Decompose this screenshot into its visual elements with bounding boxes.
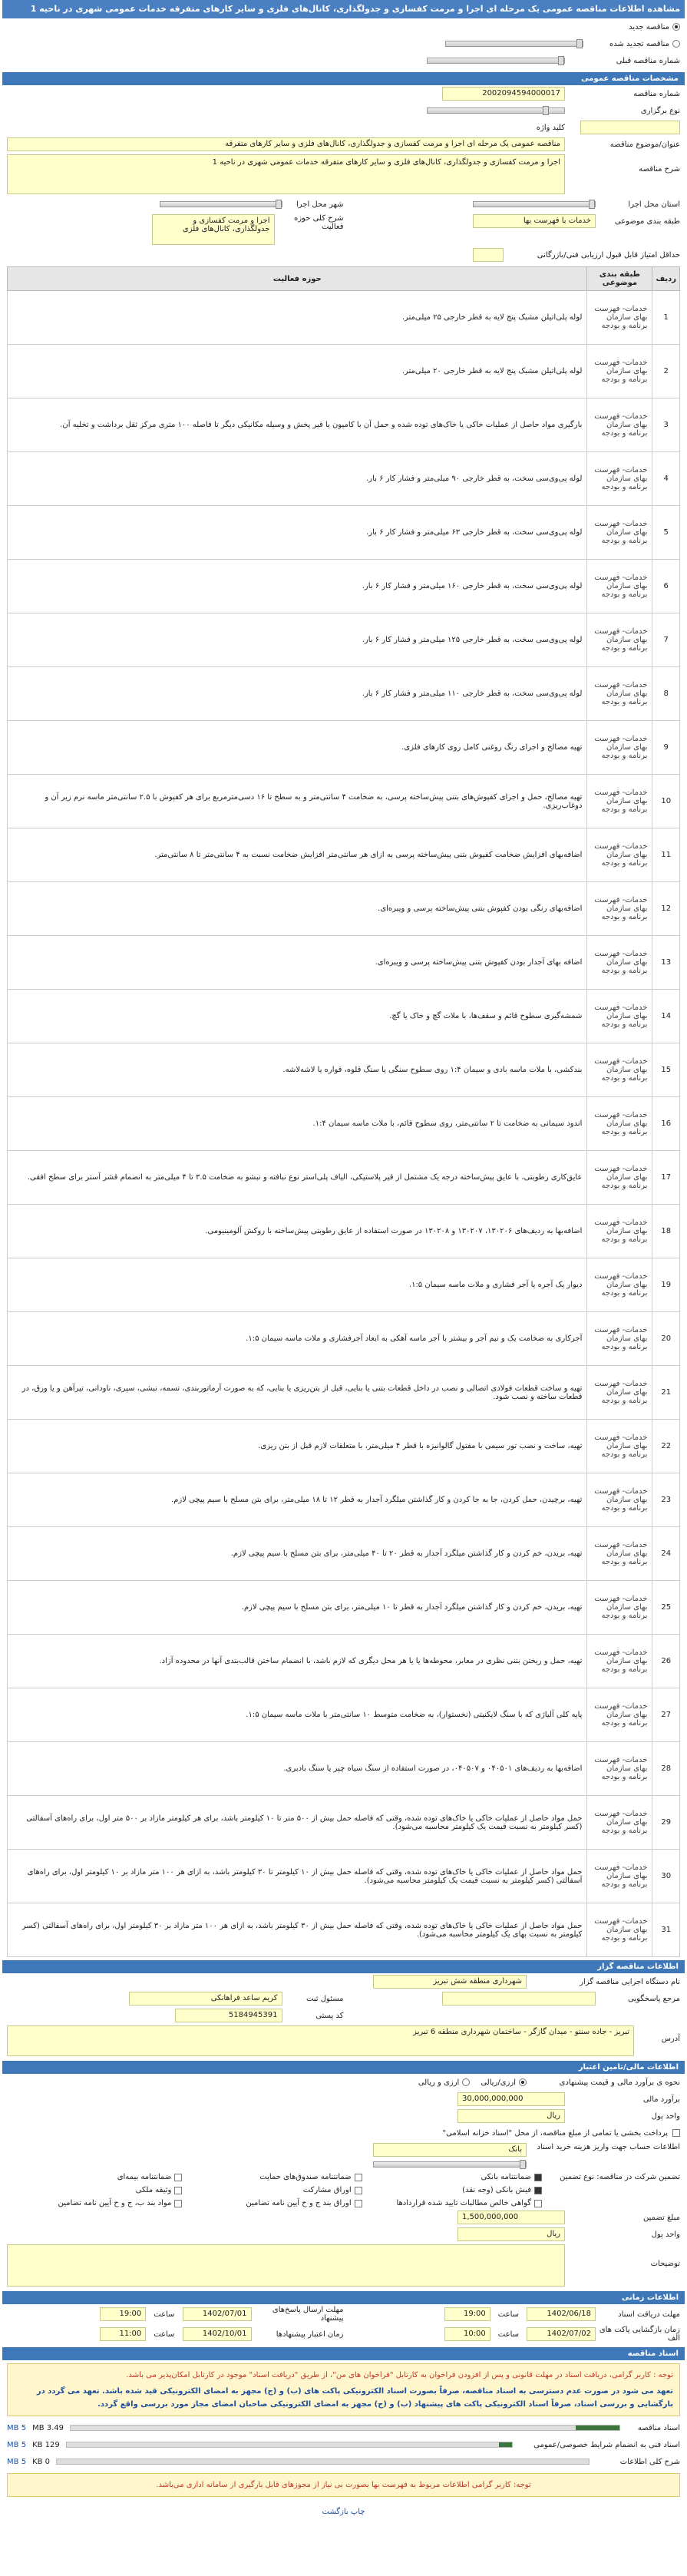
notes-label: توضیحات [650,2260,680,2268]
row-category: خدمات- فهرست بهای سازمان برنامه و بودجه [587,506,652,560]
renew-radio-row [2,35,685,52]
table-row [8,721,680,775]
timing-section-title: اطلاعات زمانی [2,2291,685,2304]
guarantee-fund[interactable] [197,2173,362,2181]
row-scope: اضافه‌بهای رنگی بودن کفپوش بتنی پیش‌ساخته پرسی و ویبره‌ای. [8,882,587,936]
radio-rial-label: ارزی/ریالی [481,2078,516,2087]
file2-bar-fill [499,2442,512,2447]
table-row [8,1635,680,1688]
row-category: خدمات- فهرست بهای سازمان برنامه و بودجه [587,1151,652,1205]
guarantee-label: تضمین شرکت در مناقصه: نوع تضمین [560,2173,680,2181]
row-scope: لوله پی‌وی‌سی سخت، به قطر خارجی ۹۰ میلی‌متر و فشار کار ۶ بار. [8,452,587,506]
radio-rial[interactable] [481,2078,527,2087]
guarantee-amount-label: مبلغ تضمین [642,2213,680,2222]
slider-handle[interactable] [520,2160,526,2169]
checkbox-icon [355,2174,362,2181]
postal-row [2,2007,685,2024]
radio-new-label: مناقصه جدید [629,22,669,31]
footer-note: توجه: کاربر گرامی اطلاعات مربوط به فهرست بها بصورت بی نیاز از مجوزهای قابل بارگیری از سامانه اداری می‌باشد. [7,2473,680,2497]
file2-size: 129 KB [32,2440,60,2449]
col-row-header: ردیف [652,267,680,291]
table-row [8,1527,680,1581]
row-category: خدمات- فهرست بهای سازمان برنامه و بودجه [587,560,652,613]
row-number: 7 [652,613,680,667]
address-row [2,2024,685,2058]
row-number: 9 [652,721,680,775]
open-date-value: 1402/07/02 [527,2327,596,2341]
file1-max: 5 MB [7,2423,27,2432]
slider-handle[interactable] [543,106,549,115]
envelope-date-label: مهلت ارسال پاسخ‌های پیشنهاد [272,2306,344,2323]
row-scope: تهیه مصالح، حمل و اجرای کفپوش‌های بتنی پیش‌ساخته پرسی، به ضخامت ۴ سانتی‌متر و به سطح تا ۱۶ دسی‌مترمربع برای هر کفپوش با ۲.۵ سانتی‌متر ماسه نرم زیر آن و دوغاب‌ریزی. [8,775,587,828]
guarantee-fund-label: ضمانتنامه صندوق‌های حمایت [259,2173,352,2181]
desc-row [2,153,685,196]
province-label: استان محل اجرا [628,200,680,209]
doc-time-label: ساعت [497,2310,519,2319]
file1-row [2,2419,685,2436]
row-category: خدمات- فهرست بهای سازمان برنامه و بودجه [587,1796,652,1850]
row-scope: آجرکاری به ضخامت یک و نیم آجر و بیشتر با آجر ماسه آهکی به ابعاد آجرفشاری و ملات ماسه سیمان ۱:۵. [8,1312,587,1366]
checkbox-icon [534,2200,542,2207]
subject-row [2,136,685,153]
slider-handle[interactable] [589,200,595,209]
subject-value: مناقصه عمومی یک مرحله ای اجرا و مرمت کفسازی و جدولگذاری، کانال‌های فلزی و سایر کارهای متفرقه [7,137,565,151]
table-row [8,345,680,398]
city-label: شهر محل اجرا [296,200,344,209]
minscore-input[interactable] [473,248,504,262]
row-number: 3 [652,398,680,452]
documents-note-1: توجه : کاربر گرامی، دریافت اسناد در مهلت قانونی و پس از افزودن فراخوان به کارتابل "فراخوان های من"، از طریق "دریافت اسناد" موجود در کارتابل امکان‌پذیر می باشد. [126,2371,673,2379]
row-category: خدمات- فهرست بهای سازمان برنامه و بودجه [587,936,652,990]
table-row [8,1903,680,1957]
radio-new[interactable] [629,23,680,31]
row-scope: لوله پی‌وی‌سی سخت، به قطر خارجی ۱۲۵ میلی‌متر و فشار کار ۶ بار. [8,613,587,667]
category-row [2,213,685,246]
file3-row [2,2453,685,2470]
doc-time-value: 19:00 [444,2307,490,2321]
radio-renew[interactable] [609,40,680,48]
checkbox-on-icon [534,2187,542,2194]
row-scope: اضافه بهای آجدار بودن کفپوش بتنی پیش‌ساخته پرسی و ویبره‌ای. [8,936,587,990]
row-category: خدمات- فهرست بهای سازمان برنامه و بودجه [587,1527,652,1581]
slider-handle[interactable] [276,200,282,209]
type-label: نوع برگزاری [640,106,680,115]
row-scope: بندکشی، با ملات ماسه بادی و سیمان ۱:۴ روی سطوح سنگی یا سنگ قلوه، قواره یا لاشه‌لاشه. [8,1043,587,1097]
guarantee-cash-label: فیش بانکی (وجه نقد) [462,2186,531,2194]
row-category: خدمات- فهرست بهای سازمان برنامه و بودجه [587,721,652,775]
guarantee-bank-label: ضمانتنامه بانکی [481,2173,531,2181]
row-number: 17 [652,1151,680,1205]
keyword-label: کلید واژه [536,123,565,132]
postal-value: 5184945391 [175,2009,282,2022]
row-scope: اضافه‌بها به ردیف‌های ۱۳۰۲۰۶، ۱۳۰۲۰۷ و ۱۳۰۲۰۸ در صورت استفاده از عایق رطوبتی پیش‌ساخته با روکش آلومینیومی. [8,1205,587,1258]
row-number: 26 [652,1635,680,1688]
row-scope: لوله پلی‌اتیلن مشبک پنج لایه به قطر خارجی ۲۵ میلی‌متر. [8,291,587,345]
doc-date-value: 1402/06/18 [527,2307,596,2321]
minscore-row [2,246,685,263]
row-category: خدمات- فهرست بهای سازمان برنامه و بودجه [587,1420,652,1473]
open-time-label: ساعت [497,2330,519,2339]
file1-bar-fill [576,2426,619,2430]
table-row [8,1258,680,1312]
file3-name: شرح کلی اطلاعات [619,2457,680,2466]
slider-handle[interactable] [576,39,583,48]
checkbox-icon [174,2200,182,2207]
checkbox-on-icon [534,2174,542,2181]
category-value: خدمات با فهرست بها [473,214,596,228]
row-scope: شمشه‌گیری سطوح قائم و سقف‌ها، با ملات گچ و خاک یا گچ. [8,990,587,1043]
col-scope-header: حوزه فعالیت [8,267,587,291]
row-category: خدمات- فهرست بهای سازمان برنامه و بودجه [587,1366,652,1420]
envelope-time-label: ساعت [154,2310,175,2319]
guarantee-claims-label: گواهی خالص مطالبات تایید شده قراردادها [396,2199,531,2207]
guarantee-other-label: مواد بند ب، ج و ح آیین نامه تضامین [58,2199,172,2207]
row-scope: تهیه، بریدن، خم کردن و کار گذاشتن میلگرد آجدار به قطر تا ۱۰ میلی‌متر، برای بتن مسلح با سیم پیچی لازم. [8,1581,587,1635]
table-row [8,1043,680,1097]
validity-time-label: ساعت [154,2330,175,2339]
number-row [2,85,685,102]
type-row [2,102,685,119]
row-number: 4 [652,452,680,506]
row-number: 20 [652,1312,680,1366]
organizer-section-title: اطلاعات مناقصه گزار [2,1960,685,1973]
row-scope: اضافه‌بها به ردیف‌های ۰۴۰۵۰۱ و ۰۴۰۵۰۷، در صورت استفاده از سنگ سیاه چپر یا سنگ بادبری. [8,1742,587,1796]
estimate-row [2,2074,685,2091]
row-number: 6 [652,560,680,613]
row-number: 12 [652,882,680,936]
table-row [8,506,680,560]
row-category: خدمات- فهرست بهای سازمان برنامه و بودجه [587,828,652,882]
envelope-time-value: 19:00 [100,2307,146,2321]
number-value: 2002094594000017 [442,87,565,101]
guarantee-currency-label: واحد پول [651,2230,680,2239]
row-number: 1 [652,291,680,345]
file1-size: 3.49 MB [32,2423,64,2432]
row-scope: اندود سیمانی به ضخامت تا ۲ سانتی‌متر، روی سطوح قائم، با ملات ماسه سیمان ۱:۴. [8,1097,587,1151]
row-scope: تهیه، ساخت و نصب تور سیمی با مفتول گالوانیزه با قطر ۴ میلی‌متر، با متعلقات لازم قبل از بتن ریزی. [8,1420,587,1473]
row-category: خدمات- فهرست بهای سازمان برنامه و بودجه [587,452,652,506]
row-category: خدمات- فهرست بهای سازمان برنامه و بودجه [587,398,652,452]
new-tender-radio-row [2,18,685,35]
org-value: شهرداری منطقه شش تبریز [373,1975,527,1989]
items-table [7,266,680,1957]
guarantee-property-label: وثیقه ملکی [135,2186,172,2194]
guarantee-insurance-label: ضمانتنامه بیمه‌ای [117,2173,172,2181]
row-category: خدمات- فهرست بهای سازمان برنامه و بودجه [587,613,652,667]
row-category: خدمات- فهرست بهای سازمان برنامه و بودجه [587,1742,652,1796]
table-row [8,1366,680,1420]
envelope-date-value: 1402/07/01 [183,2307,252,2321]
row-scope: حمل مواد حاصل از عملیات خاکی یا خاک‌های توده شده، وقتی که فاصله حمل بیش از ۵۰۰ متر تا ۱۰ کیلومتر باشد، برای هر کیلومتر مازاد بر ۵۰۰ متر اول، برای راه‌های آسفالتی (کسر کیلومتر به نسبت قیمت یک کیلومتر محاسبه می‌شود). [8,1796,587,1850]
table-row [8,613,680,667]
notes-row [2,2243,685,2288]
row-number: 14 [652,990,680,1043]
row-number: 18 [652,1205,680,1258]
table-row [8,1151,680,1205]
manager-label: مسئول ثبت [306,1994,344,2003]
row-scope: تهیه، برچیدن، حمل کردن، جا به جا کردن و کار گذاشتن میلگرد آجدار به قطر ۱۲ تا ۱۸ میلی‌متر، برای بتن مسلح با سیم پیچی لازم. [8,1473,587,1527]
open-time-value: 10:00 [444,2327,490,2341]
open-date-label: زمان بازگشایی پاکت های الف [599,2326,680,2343]
address-value: تبریز - جاده سنتو - میدان گازگر - ساختمان شهرداری منطقه 6 تبریز [7,2025,634,2056]
row-category: خدمات- فهرست بهای سازمان برنامه و بودجه [587,1581,652,1635]
row-number: 2 [652,345,680,398]
radio-renew-label: مناقصه تجدید شده [609,39,669,48]
row-scope: پایه کلی آلیاژی که با سنگ لایکنیتی (نخستوار)، به ضخامت متوسط ۱۰ سانتی‌متر با ملات ماسه سیمان ۱:۵. [8,1688,587,1742]
table-row [8,1850,680,1903]
row-number: 29 [652,1796,680,1850]
row-number: 23 [652,1473,680,1527]
minscore-label: حداقل امتیاز قابل قبول ارزیابی فنی/بازرگانی [537,250,680,260]
province-slider[interactable] [473,201,596,207]
table-row [8,1205,680,1258]
file1-bar [70,2425,620,2431]
guarantee-clause[interactable] [197,2199,362,2207]
keyword-row [2,119,685,136]
checkbox-icon [174,2187,182,2194]
guarantee-property[interactable] [18,2186,182,2194]
desc-label: شرح مناقصه [639,165,680,174]
row-scope: دیوار یک آجره یا آجر فشاری و ملات ماسه سیمان ۱:۵. [8,1258,587,1312]
table-row [8,1097,680,1151]
documents-note-2: تعهد می شود در صورت عدم دسترسی به اسناد مناقصه، صرفاً بصورت اسناد الکترونیکی پاکت های (ب) و (ج) مجهز به امضای الکترونیکی قید شده باشد. تعهد می گردد در بارگشایی و بررسی اسناد، صرفاً اسناد الکترونیکی پاکت های پیشنهاد (ب) و (ج) مجهز به امضای الکترونیکی صاحبان امضای مجاز مورد بررسی واقع گردد. [36,2387,673,2409]
table-row [8,291,680,345]
file3-bar [56,2459,590,2465]
row-number: 19 [652,1258,680,1312]
row-scope: بارگیری مواد حاصل از عملیات خاکی یا خاک‌های توده شده و حمل آن با کامیون یا قیر پخش و وسیله مکانیکی دیگر تا فاصله ۱۰۰ متری مرکز ثقل برداشت و تخلیه آن. [8,398,587,452]
amount-label: برآورد مالی [642,2095,680,2104]
row-number: 10 [652,775,680,828]
number-label: شماره مناقصه [633,89,680,98]
guarantee-currency-row [2,2226,685,2243]
row-number: 5 [652,506,680,560]
table-row [8,990,680,1043]
guarantee-row [2,2171,685,2209]
guarantee-clause-label: اوراق بند ج و ح آیین نامه تضامین [246,2199,352,2207]
radio-dot-icon [462,2078,470,2086]
documents-note [7,2363,680,2416]
guarantee-cash[interactable] [378,2186,542,2194]
row-category: خدمات- فهرست بهای سازمان برنامه و بودجه [587,1473,652,1527]
general-section-title: مشخصات مناقصه عمومی [2,72,685,85]
currency-row [2,2108,685,2125]
guarantee-bonds[interactable] [197,2186,362,2194]
row-scope: تهیه، حمل و ریختن بتنی نظری در معابر، محوطه‌ها یا یا هر محل دیگری که لازم باشد، با انضمام ساختن قالب‌بندی آنها در محدوده آزاد. [8,1635,587,1688]
table-row [8,1581,680,1635]
row-category: خدمات- فهرست بهای سازمان برنامه و بودجه [587,775,652,828]
radio-dot-on-icon [519,2078,527,2086]
row-category: خدمات- فهرست بهای سازمان برنامه و بودجه [587,1635,652,1688]
notes-value [7,2244,565,2287]
table-row [8,882,680,936]
row-category: خدمات- فهرست بهای سازمان برنامه و بودجه [587,667,652,721]
table-row [8,1473,680,1527]
location-row [2,196,685,213]
row-number: 11 [652,828,680,882]
row-scope: لوله پی‌وی‌سی سخت، به قطر خارجی ۱۶۰ میلی‌متر و فشار کار ۶ بار. [8,560,587,613]
documents-section-title: اسناد مناقصه [2,2347,685,2360]
treasury-checkbox[interactable] [672,2129,680,2137]
row-category: خدمات- فهرست بهای سازمان برنامه و بودجه [587,1312,652,1366]
guarantee-currency-value: ریال [457,2227,565,2241]
row-category: خدمات- فهرست بهای سازمان برنامه و بودجه [587,1850,652,1903]
radio-dot-on-icon [672,23,680,31]
category-label: طبقه بندی موضوعی [614,217,680,226]
file2-max: 5 MB [7,2440,27,2449]
guarantee-amount-value: 1,500,000,000 [457,2211,565,2224]
amount-value: 30,000,000,000 [457,2092,565,2106]
col-category-header: طبقه بندی موضوعی [587,267,652,291]
subject-label: عنوان/موضوع مناقصه [609,140,680,149]
radio-rial-only[interactable] [418,2078,471,2087]
row-category: خدمات- فهرست بهای سازمان برنامه و بودجه [587,345,652,398]
file2-row [2,2436,685,2453]
guarantee-amount-row [2,2209,685,2226]
table-row [8,1796,680,1850]
table-row [8,398,680,452]
amount-row [2,2091,685,2108]
row-number: 13 [652,936,680,990]
prev-number-label: شماره مناقصه قبلی [616,56,680,65]
row-number: 15 [652,1043,680,1097]
row-scope: حمل مواد حاصل از عملیات خاکی یا خاک‌های توده شده، وقتی که فاصله حمل بیش از ۳۰ کیلومتر باشد، به ازای هر ۱۰۰ متر مازاد بر ۳۰ کیلومتر اول، برای راه‌های آسفالتی (کسر کیلومتر به نسبت بهای یک کیلومتر محاسبه می‌شود). [8,1903,587,1957]
open-date-row [2,2324,685,2344]
desc-value: اجرا و مرمت کفسازی و جدولگذاری، کانال‌های فلزی و سایر کارهای متفرقه خدمات عمومی شهری در ناحیه 1 [7,154,565,194]
ref-label: مرجع پاسخگویی [627,1994,680,2003]
validity-value: 1402/10/01 [183,2327,252,2341]
radio-rial-only-label: ارزی و ریالی [418,2078,460,2087]
row-number: 28 [652,1742,680,1796]
credit-slider[interactable] [373,2161,527,2168]
ref-value [442,1992,596,2006]
file1-name: اسناد مناقصه [637,2423,680,2432]
table-row [8,1742,680,1796]
table-row [8,828,680,882]
guarantee-insurance[interactable] [18,2173,182,2181]
table-row [8,667,680,721]
slider-handle[interactable] [558,56,564,65]
radio-dot-icon [672,40,680,48]
checkbox-icon [355,2200,362,2207]
org-label: نام دستگاه اجرایی مناقصه گزار [580,1977,680,1986]
table-row [8,1688,680,1742]
credit-row [2,2141,685,2171]
row-scope: عایق‌کاری رطوبتی، با عایق پیش‌ساخته درجه یک مشتمل از قیر پلاستیکی، الیاف پلی‌استر نوع نبافته و نبشو به ضخامت ۳.۵ تا ۴ میلی‌متر به انضمام قشر آستر برای سطح افقی. [8,1151,587,1205]
guarantee-other[interactable] [18,2199,182,2207]
row-category: خدمات- فهرست بهای سازمان برنامه و بودجه [587,1688,652,1742]
credit-label: اطلاعات حساب جهت واریز هزینه خرید اسناد [537,2143,680,2151]
guarantee-bank[interactable] [378,2173,542,2181]
row-category: خدمات- فهرست بهای سازمان برنامه و بودجه [587,1903,652,1957]
table-row [8,775,680,828]
file2-name: اسناد فنی به انضمام شرایط خصوصی/عمومی [533,2440,680,2449]
row-scope: اضافه‌بهای افزایش ضخامت کفپوش بتنی پیش‌ساخته پرسی به ازای هر سانتی‌متر افزایش ضخامت نسبت به ۴ سانتی‌متر تا ۸ سانتی‌متر. [8,828,587,882]
currency-label: واحد پول [651,2111,680,2121]
row-category: خدمات- فهرست بهای سازمان برنامه و بودجه [587,990,652,1043]
scope-label: شرح کلی حوزه فعالیت [293,214,344,231]
manager-row [2,1990,685,2007]
treasury-label: پرداخت بخشی یا تمامی از مبلغ مناقصه، از محل "اسناد خزانه اسلامی" [442,2128,668,2138]
row-number: 27 [652,1688,680,1742]
table-row [8,1420,680,1473]
row-number: 22 [652,1420,680,1473]
row-number: 25 [652,1581,680,1635]
manager-value: کریم ساعد فراهانکی [129,1992,282,2006]
doc-date-row [2,2304,685,2324]
table-row [8,1312,680,1366]
guarantee-claims[interactable] [378,2199,542,2207]
row-scope: لوله پلی‌اتیلن مشبک پنج لایه به قطر خارجی ۲۰ میلی‌متر. [8,345,587,398]
row-scope: تهیه مصالح و اجرای رنگ روغنی کامل روی کارهای فلزی. [8,721,587,775]
org-row [2,1973,685,1990]
table-row [8,452,680,506]
treasury-row [2,2125,685,2141]
doc-date-label: مهلت دریافت اسناد [618,2310,680,2319]
row-number: 31 [652,1903,680,1957]
guarantee-bonds-label: اوراق مشارکت [302,2186,352,2194]
row-category: خدمات- فهرست بهای سازمان برنامه و بودجه [587,291,652,345]
row-number: 24 [652,1527,680,1581]
renew-slider[interactable] [445,41,583,47]
row-number: 8 [652,667,680,721]
row-scope: حمل مواد حاصل از عملیات خاکی یا خاک‌های توده شده، وقتی که فاصله حمل بیش از ۱۰ کیلومتر تا ۳۰ کیلومتر باشد، به ازای هر ۱۰۰ متر مازاد بر ۱۰ کیلومتر اول، برای راه‌های آسفالتی (کسر کیلومتر به نسبت قیمت یک کیلومتر محاسبه می‌شود). [8,1850,587,1903]
keyword-input[interactable] [580,121,680,134]
file2-bar [66,2442,513,2448]
table-row [8,560,680,613]
currency-value: ریال [457,2109,565,2123]
row-category: خدمات- فهرست بهای سازمان برنامه و بودجه [587,882,652,936]
prev-number-row [2,52,685,69]
row-scope: لوله پی‌وی‌سی سخت، به قطر خارجی ۶۳ میلی‌متر و فشار کار ۶ بار. [8,506,587,560]
page-title: مشاهده اطلاعات مناقصه عمومی یک مرحله ای اجرا و مرمت کفسازی و جدولگذاری، کانال‌های فلزی و سایر کارهای متفرقه خدمات عمومی شهری در ناحیه 1 [2,0,685,18]
city-slider[interactable] [160,201,282,207]
postal-label: کد پستی [315,2011,344,2020]
finance-section-title: اطلاعات مالی/تامین اعتبار [2,2061,685,2074]
checkbox-icon [174,2174,182,2181]
print-link[interactable]: چاپ بازگشت [322,2508,365,2516]
prev-number-slider[interactable] [427,58,565,64]
scope-value: اجرا و مرمت کفسازی و جدولگذاری، کانال‌های فلزی [152,214,275,245]
row-number: 21 [652,1366,680,1420]
row-category: خدمات- فهرست بهای سازمان برنامه و بودجه [587,1097,652,1151]
validity-label: زمان اعتبار پیشنهادها [276,2330,344,2339]
row-scope: تهیه، بریدن، خم کردن و کار گذاشتن میلگرد آجدار به قطر ۲۰ تا ۴۰ میلی‌متر، برای بتن مسلح با سیم پیچی لازم. [8,1527,587,1581]
row-scope: لوله پی‌وی‌سی سخت، به قطر خارجی ۱۱۰ میلی‌متر و فشار کار ۶ بار. [8,667,587,721]
row-category: خدمات- فهرست بهای سازمان برنامه و بودجه [587,1205,652,1258]
row-category: خدمات- فهرست بهای سازمان برنامه و بودجه [587,1043,652,1097]
credit-value: بانک [373,2143,527,2157]
checkbox-icon [355,2187,362,2194]
row-scope: تهیه و ساخت قطعات فولادی اتصالی و نصب در داخل قطعات بتنی یا بنایی، قبل از بتن‌ریزی یا بنایی، که به صورت آرماتوربندی، تسمه، نبشی، سپری، ناودانی، تیرآهن و یا ورق، در قطعات ساخته و نصب شود. [8,1366,587,1420]
row-number: 30 [652,1850,680,1903]
address-label: آدرس [661,2035,680,2043]
file3-max: 5 MB [7,2457,27,2466]
type-slider[interactable] [427,107,565,114]
row-number: 16 [652,1097,680,1151]
table-row [8,936,680,990]
estimate-label: نحوه ی برآورد مالی و قیمت پیشنهادی [559,2078,680,2087]
row-category: خدمات- فهرست بهای سازمان برنامه و بودجه [587,1258,652,1312]
validity-time-value: 11:00 [100,2327,146,2341]
file3-size: 0 KB [32,2457,51,2466]
